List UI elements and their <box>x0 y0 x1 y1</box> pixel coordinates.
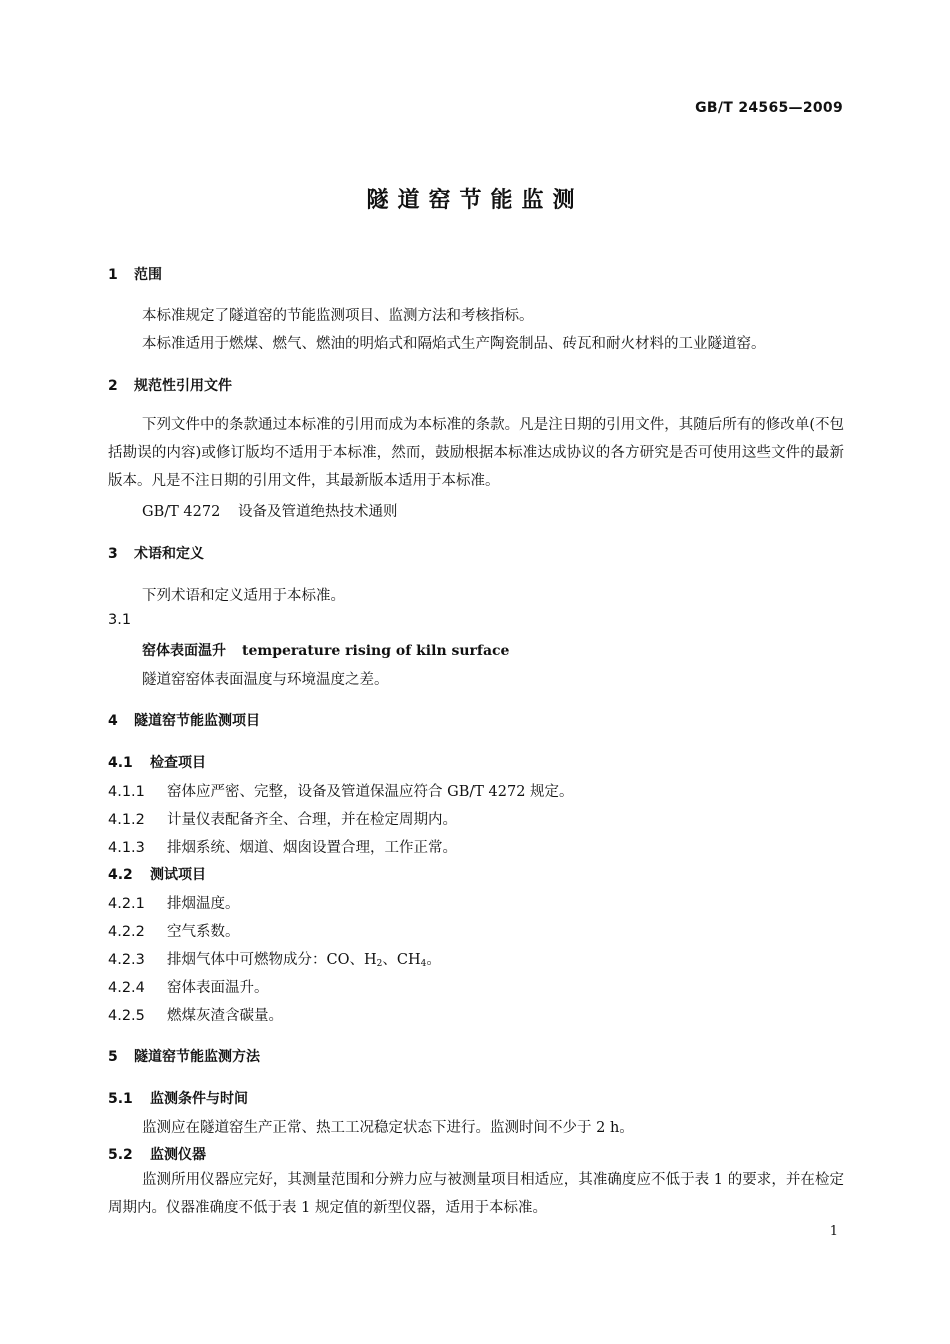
normative-reference <box>142 500 398 521</box>
section-title: 隧道窑节能监测方法 <box>134 1049 260 1065</box>
section-number: 4 <box>108 713 118 729</box>
clause-4-2-2: 4.2.2 空气系数。 <box>108 924 240 940</box>
section-number: 1 <box>108 267 118 283</box>
section-title: 隧道窑节能监测项目 <box>134 713 260 729</box>
section-number: 5 <box>108 1049 118 1065</box>
section-3-heading <box>108 543 204 563</box>
section-2-heading <box>108 375 232 395</box>
clause-4-1-3: 4.1.3 排烟系统、烟道、烟囱设置合理，工作正常。 <box>108 840 457 856</box>
term-chinese: 窑体表面温升 <box>142 643 226 659</box>
section-number: 2 <box>108 378 118 394</box>
clause-4-2-5: 4.2.5 燃煤灰渣含碳量。 <box>108 1008 283 1024</box>
paragraph: 本标准适用于燃煤、燃气、燃油的明焰式和隔焰式生产陶瓷制品、砖瓦和耐火材料的工业隧道窑。 <box>142 336 766 352</box>
section-1-heading <box>108 264 162 284</box>
paragraph: 下列术语和定义适用于本标准。 <box>142 588 345 604</box>
reference-title: 设备及管道绝热技术通则 <box>238 504 398 520</box>
section-title: 范围 <box>134 267 162 283</box>
section-title: 规范性引用文件 <box>134 378 232 394</box>
section-4-heading <box>108 710 260 730</box>
term-number: 3.1 <box>108 612 132 628</box>
document-title: 隧道窑节能监测 <box>366 188 584 213</box>
term-heading <box>142 640 509 660</box>
clause-4-2-4: 4.2.4 窑体表面温升。 <box>108 980 269 996</box>
paragraph: 监测应在隧道窑生产正常、热工工况稳定状态下进行。监测时间不少于 2 h。 <box>142 1120 634 1136</box>
subsection-4-1-heading: 4.1 检查项目 <box>108 755 206 771</box>
standard-code: GB/T 24565—2009 <box>695 100 843 116</box>
clause-4-2-1: 4.2.1 排烟温度。 <box>108 896 240 912</box>
paragraph: 本标准规定了隧道窑的节能监测项目、监测方法和考核指标。 <box>142 308 534 324</box>
clause-4-1-2: 4.1.2 计量仪表配备齐全、合理，并在检定周期内。 <box>108 812 457 828</box>
subsection-5-2-heading: 5.2 监测仪器 <box>108 1147 206 1163</box>
term-definition: 隧道窑窑体表面温度与环境温度之差。 <box>142 672 389 688</box>
paragraph: 下列文件中的条款通过本标准的引用而成为本标准的条款。凡是注日期的引用文件，其随后所有的修改单(不包括勘误的内容)或修订版均不适用于本标准，然而，鼓励根据本标准达成协议的各方研究是否可使用这些文件的最新版本。凡是不注日期的引用文件，其最新版本适用于本标准。 <box>108 417 844 489</box>
section-title: 术语和定义 <box>134 546 204 562</box>
paragraph: 监测所用仪器应完好，其测量范围和分辨力应与被测量项目相适应，其准确度应不低于表 1 的要求，并在检定周期内。仪器准确度不低于表 1 规定值的新型仪器，适用于本标准。 <box>108 1172 844 1216</box>
term-english: temperature rising of kiln surface <box>242 643 510 659</box>
clause-4-2-3: 4.2.3 排烟气体中可燃物成分：CO、$H_2$、$CH_4$。 <box>108 952 441 969</box>
clause-4-1-1: 4.1.1 窑体应严密、完整，设备及管道保温应符合 GB/T 4272 规定。 <box>108 784 574 800</box>
page-number: 1 <box>829 1224 838 1239</box>
section-5-heading <box>108 1046 260 1066</box>
subsection-5-1-heading: 5.1 监测条件与时间 <box>108 1091 248 1107</box>
section-number: 3 <box>108 546 118 562</box>
subsection-4-2-heading: 4.2 测试项目 <box>108 867 206 883</box>
reference-code: GB/T 4272 <box>142 504 221 520</box>
